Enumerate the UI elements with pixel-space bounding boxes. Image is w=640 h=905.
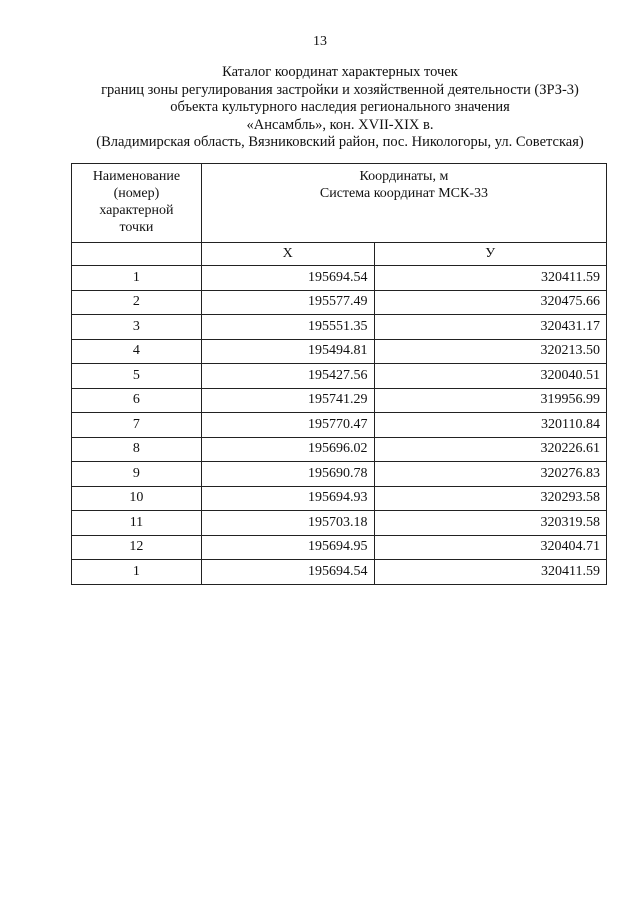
document-title: [60, 64, 620, 152]
point-number-cell: 4: [72, 339, 202, 364]
x-coordinate-cell: 195696.02: [201, 437, 374, 462]
title-line: (Владимирская область, Вязниковский район, пос. Никологоры, ул. Советская): [96, 134, 584, 150]
x-coordinate-cell: 195694.93: [201, 486, 374, 511]
x-coordinate-cell: 195577.49: [201, 290, 374, 315]
x-coordinate-cell: 195703.18: [201, 511, 374, 536]
point-number-cell: 3: [72, 315, 202, 340]
table-body: [72, 266, 607, 585]
x-coordinate-cell: 195494.81: [201, 339, 374, 364]
point-number-cell: 8: [72, 437, 202, 462]
table-row: [72, 290, 607, 315]
coordinates-table: [71, 163, 607, 585]
header-empty-cell: [72, 243, 202, 266]
page-number: 13: [313, 34, 327, 49]
point-number-cell: 12: [72, 535, 202, 560]
header-line: точки: [119, 220, 154, 235]
y-coordinate-cell: 320411.59: [374, 560, 606, 585]
point-number-cell: 7: [72, 413, 202, 438]
y-coordinate-cell: 320475.66: [374, 290, 606, 315]
table-row: [72, 486, 607, 511]
title-line: границ зоны регулирования застройки и хозяйственной деятельности (ЗРЗ-3): [101, 81, 579, 98]
y-coordinate-cell: 320431.17: [374, 315, 606, 340]
header-line: Система координат МСК-33: [319, 186, 488, 201]
header-coordinates: [201, 164, 606, 243]
point-number-cell: 1: [72, 560, 202, 585]
point-number-cell: 10: [72, 486, 202, 511]
x-coordinate-cell: 195694.95: [201, 535, 374, 560]
header-line: характерной: [99, 203, 174, 218]
title-line: объекта культурного наследия регионального значения: [170, 99, 510, 115]
x-coordinate-cell: 195690.78: [201, 462, 374, 487]
x-coordinate-cell: 195551.35: [201, 315, 374, 340]
table-row: [72, 315, 607, 340]
header-axis-x: X: [201, 243, 374, 266]
point-number-cell: 11: [72, 511, 202, 536]
y-coordinate-cell: 320213.50: [374, 339, 606, 364]
header-line: Координаты, м: [359, 169, 449, 184]
y-coordinate-cell: 320411.59: [374, 266, 606, 291]
header-point-name: [72, 164, 202, 243]
y-coordinate-cell: 320276.83: [374, 462, 606, 487]
point-number-cell: 9: [72, 462, 202, 487]
x-coordinate-cell: 195427.56: [201, 364, 374, 389]
table-row: [72, 339, 607, 364]
table-row: [72, 364, 607, 389]
table-row: [72, 462, 607, 487]
point-number-cell: 6: [72, 388, 202, 413]
x-coordinate-cell: 195770.47: [201, 413, 374, 438]
point-number-cell: 5: [72, 364, 202, 389]
y-coordinate-cell: 320226.61: [374, 437, 606, 462]
table-row: [72, 560, 607, 585]
y-coordinate-cell: 320404.71: [374, 535, 606, 560]
x-coordinate-cell: 195741.29: [201, 388, 374, 413]
table-row: [72, 413, 607, 438]
title-line: Каталог координат характерных точек: [222, 64, 458, 80]
header-line: (номер): [113, 186, 160, 201]
x-coordinate-cell: 195694.54: [201, 266, 374, 291]
x-coordinate-cell: 195694.54: [201, 560, 374, 585]
y-coordinate-cell: 320319.58: [374, 511, 606, 536]
table-row: [72, 437, 607, 462]
header-line: Наименование: [92, 169, 181, 184]
y-coordinate-cell: 320110.84: [374, 413, 606, 438]
table-row: [72, 266, 607, 291]
y-coordinate-cell: 320293.58: [374, 486, 606, 511]
table-row: [72, 535, 607, 560]
title-line: «Ансамбль», кон. XVII-XIX в.: [246, 116, 434, 133]
header-axis-y: У: [374, 243, 606, 266]
y-coordinate-cell: 319956.99: [374, 388, 606, 413]
point-number-cell: 1: [72, 266, 202, 291]
point-number-cell: 2: [72, 290, 202, 315]
table-row: [72, 388, 607, 413]
y-coordinate-cell: 320040.51: [374, 364, 606, 389]
table-row: [72, 511, 607, 536]
